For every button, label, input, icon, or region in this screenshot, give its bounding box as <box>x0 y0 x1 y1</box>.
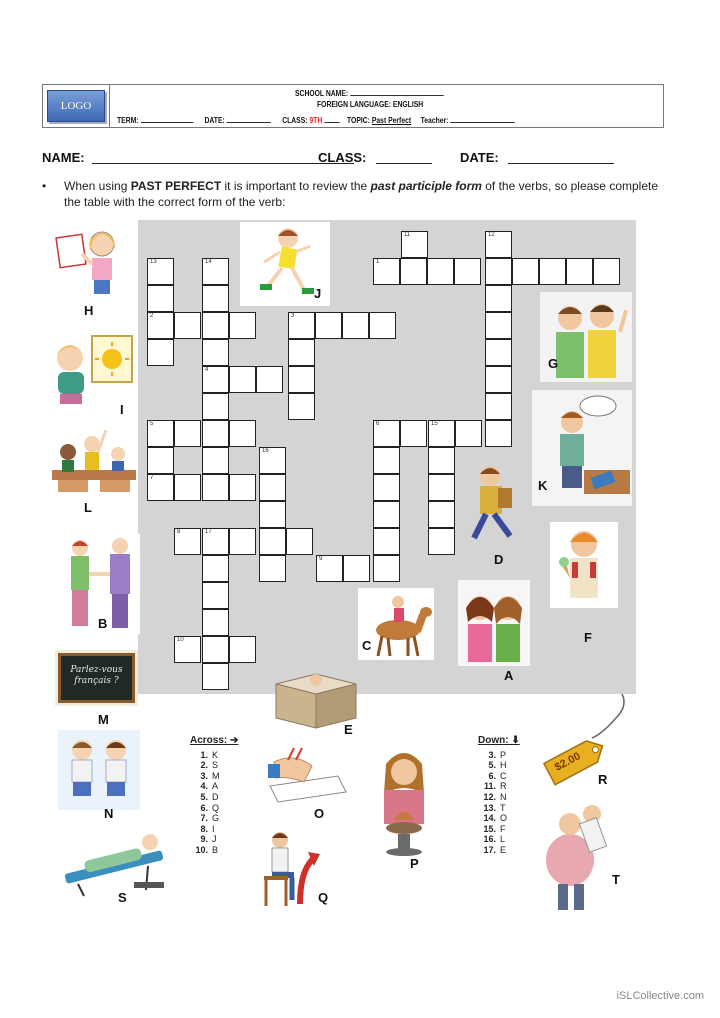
name-field[interactable] <box>92 163 354 164</box>
crossword-cell[interactable] <box>174 420 201 447</box>
crossword-cell[interactable] <box>593 258 620 285</box>
picture-h-girl-showing-paper <box>52 222 132 304</box>
clue-number: 15. <box>483 823 496 834</box>
down-clue-row <box>478 834 520 845</box>
school-name-label: SCHOOL NAME: <box>295 89 349 98</box>
date-label: DATE: <box>460 150 499 165</box>
class-field[interactable] <box>376 163 432 164</box>
across-clue-row <box>190 781 238 792</box>
down-clue-row <box>478 824 520 835</box>
instruction-emphasis-tense: PAST PERFECT <box>130 179 222 193</box>
picture-l-classroom-kids <box>52 422 136 500</box>
crossword-cell[interactable] <box>202 339 229 366</box>
across-clue-row <box>190 813 238 824</box>
crossword-cell[interactable]: 12 <box>485 231 512 258</box>
clue-picture-letter: R <box>500 781 507 792</box>
clue-picture-letter: T <box>500 802 506 813</box>
crossword-cell[interactable] <box>566 258 593 285</box>
crossword-cell[interactable] <box>202 285 229 312</box>
price-tag-text: $2.00 <box>552 750 583 774</box>
crossword-cell[interactable]: 17 <box>202 528 229 555</box>
topic-label: TOPIC: <box>347 116 370 125</box>
picture-label-q: Q <box>318 890 329 905</box>
clue-number: 9. <box>200 834 208 845</box>
across-clue-row <box>190 845 238 856</box>
crossword-cell[interactable] <box>202 393 229 420</box>
header-details-row <box>117 115 515 125</box>
crossword-cell[interactable] <box>373 528 400 555</box>
crossword-cell[interactable] <box>369 312 396 339</box>
term-label: TERM: <box>117 116 139 125</box>
picture-label-m: M <box>98 712 109 727</box>
date-field[interactable] <box>508 163 614 164</box>
across-list <box>190 750 238 856</box>
crossword-cell[interactable] <box>342 312 369 339</box>
clue-picture-letter: E <box>500 844 507 855</box>
picture-label-j: J <box>314 286 322 301</box>
crossword-cell[interactable] <box>202 312 229 339</box>
across-clue-row <box>190 803 238 814</box>
clue-picture-letter: P <box>500 749 507 760</box>
clue-picture-letter: C <box>500 770 507 781</box>
crossword-cell[interactable] <box>512 258 539 285</box>
crossword-cell[interactable] <box>485 420 512 447</box>
name-label: NAME: <box>42 150 85 165</box>
picture-label-t: T <box>612 872 620 887</box>
picture-n-two-boys <box>58 730 140 810</box>
picture-p-girl-pottery <box>364 744 444 856</box>
crossword-cell[interactable] <box>259 528 286 555</box>
crossword-cell[interactable] <box>147 447 174 474</box>
crossword-cell[interactable]: 10 <box>174 636 201 663</box>
picture-e-box <box>268 660 364 730</box>
clue-picture-letter: Q <box>212 802 220 813</box>
picture-label-s: S <box>118 890 127 905</box>
across-clue-row <box>190 824 238 835</box>
clue-picture-letter: L <box>500 834 506 845</box>
foreign-language-label: FOREIGN LANGUAGE: ENGLISH <box>317 100 424 109</box>
crossword-cell[interactable]: 3 <box>288 312 315 339</box>
crossword-cell[interactable]: 15 <box>428 420 455 447</box>
header-class-label: CLASS: <box>282 116 308 125</box>
crossword-cell[interactable] <box>485 285 512 312</box>
clue-number: 6. <box>488 770 496 781</box>
school-header-table <box>42 84 664 128</box>
crossword-cell[interactable]: 2 <box>147 312 174 339</box>
crossword-cell[interactable]: 14 <box>202 258 229 285</box>
across-clue-row <box>190 771 238 782</box>
clue-number: 4. <box>200 781 208 792</box>
clue-number: 8. <box>200 823 208 834</box>
crossword-cell[interactable]: 7 <box>147 474 174 501</box>
picture-a-two-girls-whispering <box>458 580 530 666</box>
across-clue-row <box>190 760 238 771</box>
clue-number: 11. <box>483 781 496 792</box>
crossword-cell[interactable] <box>539 258 566 285</box>
across-clue-row <box>190 792 238 803</box>
crossword-cell[interactable] <box>259 474 286 501</box>
crossword-cell[interactable] <box>485 312 512 339</box>
clue-number: 7. <box>200 813 208 824</box>
teacher-label: Teacher: <box>420 116 449 125</box>
clue-number: 16. <box>483 834 496 845</box>
clue-picture-letter: H <box>500 760 507 771</box>
class-label: CLASS: <box>318 150 367 165</box>
crossword-cell[interactable] <box>202 663 229 690</box>
crossword-cell[interactable] <box>400 420 427 447</box>
crossword-cell[interactable] <box>259 555 286 582</box>
across-clue-row <box>190 834 238 845</box>
crossword-cell[interactable]: 11 <box>401 231 428 258</box>
crossword-cell[interactable] <box>256 366 283 393</box>
crossword-cell[interactable] <box>373 501 400 528</box>
crossword-cell[interactable] <box>373 474 400 501</box>
down-clue-row <box>478 792 520 803</box>
school-name-blank <box>350 88 444 96</box>
picture-label-d: D <box>494 552 504 567</box>
school-name-row <box>295 88 444 98</box>
down-clue-row <box>478 845 520 856</box>
clue-number: 5. <box>488 760 496 771</box>
crossword-cell[interactable]: 4 <box>202 366 229 393</box>
clue-number: 2. <box>200 760 208 771</box>
crossword-cell[interactable] <box>202 474 229 501</box>
picture-i-girl-drawing-sun <box>46 330 136 408</box>
picture-label-h: H <box>84 303 94 318</box>
crossword-cell[interactable] <box>229 636 256 663</box>
clue-picture-letter: O <box>500 813 508 824</box>
crossword-cell[interactable] <box>454 258 481 285</box>
crossword-cell[interactable] <box>286 528 313 555</box>
clue-number: 5. <box>200 791 208 802</box>
clue-number: 10. <box>195 844 208 855</box>
down-clue-row <box>478 781 520 792</box>
picture-f-boy-with-ice-cream <box>550 522 618 608</box>
clue-picture-letter: N <box>500 791 507 802</box>
crossword-cell[interactable] <box>288 366 315 393</box>
clue-number: 14. <box>483 813 496 824</box>
crossword-cell[interactable] <box>373 555 400 582</box>
crossword-cell[interactable]: 5 <box>147 420 174 447</box>
crossword-cell[interactable] <box>174 312 201 339</box>
clue-picture-letter: K <box>212 749 219 760</box>
down-clue-row <box>478 750 520 761</box>
crossword-cell[interactable] <box>428 528 455 555</box>
picture-d-boy-walking-school <box>462 462 528 552</box>
instruction-emphasis-form: past participle form <box>370 179 482 193</box>
topic-value: Past Perfect <box>371 116 412 125</box>
crossword-cell[interactable] <box>427 258 454 285</box>
clue-picture-letter: S <box>212 760 219 771</box>
picture-label-i: I <box>120 402 124 417</box>
crossword-cell[interactable] <box>202 636 229 663</box>
clue-number: 13. <box>483 802 496 813</box>
picture-label-g: G <box>548 356 559 371</box>
picture-label-c: C <box>362 638 372 653</box>
crossword-cell[interactable]: 1 <box>373 258 400 285</box>
crossword-cell[interactable] <box>174 474 201 501</box>
clue-number: 3. <box>200 770 208 781</box>
picture-label-p: P <box>410 856 419 871</box>
bullet: • <box>42 179 47 193</box>
clue-picture-letter: B <box>212 844 219 855</box>
picture-label-a: A <box>504 668 514 683</box>
crossword-cell[interactable] <box>400 258 427 285</box>
crossword-cell[interactable] <box>288 339 315 366</box>
picture-label-o: O <box>314 806 325 821</box>
crossword-cell[interactable] <box>485 393 512 420</box>
picture-r-price-tag <box>540 694 630 786</box>
crossword-cell[interactable] <box>202 420 229 447</box>
down-clue-row <box>478 813 520 824</box>
girl-showing-paper-icon <box>52 222 132 304</box>
clue-picture-letter: A <box>212 781 219 792</box>
clue-picture-letter: J <box>212 834 217 845</box>
picture-label-r: R <box>598 772 608 787</box>
picture-o-hands-with-glue <box>254 742 350 804</box>
clue-number: 6. <box>200 802 208 813</box>
down-title: Down: ⬇ <box>478 735 520 746</box>
clue-picture-letter: F <box>500 823 506 834</box>
clue-number: 12. <box>483 791 496 802</box>
crossword-cell[interactable] <box>373 447 400 474</box>
down-clues <box>478 736 520 856</box>
picture-label-b: B <box>98 616 108 631</box>
clue-number: 1. <box>200 749 208 760</box>
logo-cell <box>43 85 110 127</box>
crossword-cell[interactable] <box>147 339 174 366</box>
chalkboard-text: Parlez-vous français ? <box>58 653 135 703</box>
crossword-cell[interactable] <box>485 366 512 393</box>
class-value: 9TH <box>309 116 323 125</box>
crossword-cell[interactable] <box>259 501 286 528</box>
crossword-cell[interactable]: 13 <box>147 258 174 285</box>
crossword-cell[interactable]: 9 <box>316 555 343 582</box>
crossword-cell[interactable] <box>485 339 512 366</box>
down-list <box>478 750 520 856</box>
across-clues <box>190 736 238 856</box>
crossword-cell[interactable] <box>202 609 229 636</box>
crossword-cell[interactable] <box>229 366 256 393</box>
picture-label-l: L <box>84 500 92 515</box>
crossword-cell[interactable] <box>147 285 174 312</box>
crossword-cell[interactable] <box>229 420 256 447</box>
picture-m-chalkboard <box>55 650 138 706</box>
crossword-cell[interactable]: 6 <box>373 420 400 447</box>
clue-picture-letter: M <box>212 770 220 781</box>
down-clue-row <box>478 771 520 782</box>
picture-t-man-carrying-man <box>530 800 616 916</box>
crossword-cell[interactable] <box>202 555 229 582</box>
clue-picture-letter: I <box>212 823 215 834</box>
clue-number: 17. <box>483 844 496 855</box>
crossword-cell[interactable] <box>428 501 455 528</box>
crossword-cell[interactable] <box>315 312 342 339</box>
crossword-cell[interactable] <box>343 555 370 582</box>
instructions <box>42 178 670 210</box>
crossword-cell[interactable] <box>202 582 229 609</box>
crossword-cell[interactable] <box>229 474 256 501</box>
crossword-cell[interactable] <box>455 420 482 447</box>
crossword-cell[interactable] <box>202 447 229 474</box>
picture-label-n: N <box>104 806 114 821</box>
crossword-cell[interactable]: 8 <box>174 528 201 555</box>
crossword-cell[interactable] <box>229 528 256 555</box>
down-clue-row <box>478 803 520 814</box>
crossword-cell[interactable] <box>428 474 455 501</box>
instruction-text: When using PAST PERFECT it is important to review the past participle form of the verbs, so please complete the table with the correct form of the verb: <box>64 179 659 209</box>
picture-s-person-sleeping <box>54 826 174 898</box>
crossword-cell[interactable]: 16 <box>259 447 286 474</box>
picture-label-e: E <box>344 722 353 737</box>
footer-watermark: iSLCollective.com <box>616 990 704 1002</box>
school-logo: LOGO <box>47 90 105 122</box>
picture-label-k: K <box>538 478 548 493</box>
down-clue-row <box>478 760 520 771</box>
crossword-cell[interactable] <box>428 447 455 474</box>
crossword-cell[interactable] <box>229 312 256 339</box>
picture-q-person-standing-up <box>256 826 320 910</box>
clue-number: 3. <box>488 749 496 760</box>
clue-picture-letter: G <box>212 813 220 824</box>
across-clue-row <box>190 750 238 761</box>
crossword-cell[interactable] <box>288 393 315 420</box>
across-title: Across: ➔ <box>190 735 239 746</box>
student-info-row <box>42 150 642 168</box>
clue-picture-letter: D <box>212 791 219 802</box>
header-date-label: DATE: <box>204 116 225 125</box>
picture-label-f: F <box>584 630 592 645</box>
crossword-cell[interactable] <box>485 258 512 285</box>
